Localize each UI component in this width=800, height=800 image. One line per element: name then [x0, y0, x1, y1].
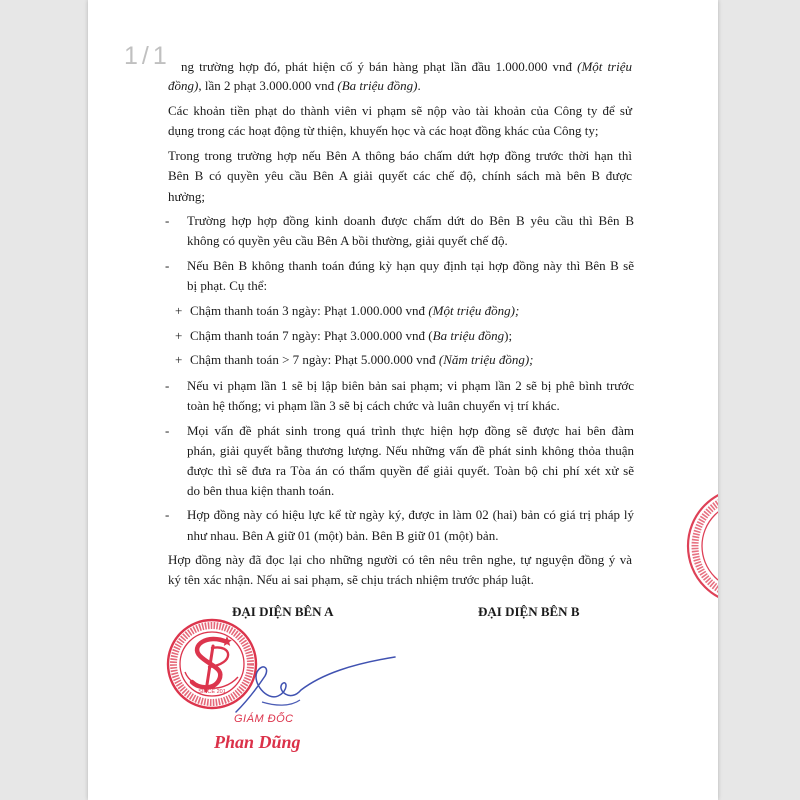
text-line — [168, 77, 632, 95]
list-item-line: do bên thua kiện thanh toán. — [187, 483, 335, 498]
text-line: dụng trong các hoạt động từ thiện, khuyến học và các hoạt đồng khác của Công ty; — [168, 123, 599, 138]
text-line: Bên B có quyền yêu cầu Bên A giải quyết các chế độ, chính sách mà bên B được — [168, 168, 632, 183]
list-marker: - — [165, 507, 170, 522]
list-item-line: Hợp đồng này có hiệu lực kể từ ngày ký, được in làm 02 (hai) bản có giá trị pháp lý — [187, 507, 634, 522]
name-stamp-name: Phan Dũng — [214, 732, 301, 752]
seal-lettering: SINCE 201 — [198, 689, 226, 695]
sub-list-marker: + — [175, 328, 183, 343]
list-item-line: như nhau. Bên A giữ 01 (một) bản. Bên B giữ 01 (một) bản. — [187, 528, 499, 543]
text-line — [181, 58, 632, 76]
text-segment: Chậm thanh toán > 7 ngày: Phạt 5.000.000 vnđ — [190, 352, 439, 367]
text-segment-italic: (Năm triệu đồng); — [438, 352, 534, 367]
text-segment-italic: (Một triệu — [577, 59, 632, 74]
sub-list-item — [190, 351, 630, 369]
text-line: Các khoản tiền phạt do thành viên vi phạm sẽ nộp vào tài khoản của Công ty để sử — [168, 103, 632, 118]
text-segment-italic: (Một triệu đồng); — [428, 303, 520, 318]
sub-list-item — [190, 327, 630, 345]
text-segment: Chậm thanh toán 3 ngày: Phạt 1.000.000 vnđ — [190, 303, 429, 318]
sub-list-marker: + — [175, 303, 183, 318]
sub-list-item — [190, 302, 630, 320]
text-segment: , lần 2 phạt 3.000.000 vnđ — [198, 78, 338, 93]
list-item-line: không có quyền yêu cầu Bên A bồi thường, giải quyết chế độ. — [187, 233, 508, 248]
list-marker: - — [165, 423, 170, 438]
text-line: ký tên xác nhận. Nếu ai sai phạm, sẽ chịu trách nhiệm trước pháp luật. — [168, 572, 534, 587]
list-item-line: được thì sẽ đưa ra Tòa án có thẩm quyền để giải quyết. Toàn bộ chi phí xét xử sẽ — [187, 463, 634, 478]
page-counter: 1/1 — [124, 42, 171, 70]
text-line: Hợp đồng này đã đọc lại cho những người có tên nêu trên nghe, tự nguyện đồng ý và — [168, 552, 632, 567]
text-line: Trong trong trường hợp nếu Bên A thông báo chấm dứt hợp đồng trước thời hạn thì — [168, 148, 632, 163]
signature-heading-party-a: ĐẠI DIỆN BÊN A — [232, 604, 334, 619]
signature-heading-party-b: ĐẠI DIỆN BÊN B — [478, 604, 580, 619]
text-segment-italic: (Ba triệu đồng) — [337, 78, 418, 93]
text-segment-italic: Ba triệu đồng — [432, 328, 505, 343]
text-line: hưởng; — [168, 189, 206, 204]
list-marker: - — [165, 258, 170, 273]
text-segment: Chậm thanh toán 7 ngày: Phạt 3.000.000 vnđ ( — [190, 328, 433, 343]
list-item-line: Nếu vi phạm lần 1 sẽ bị lập biên bản sai phạm; vi phạm lần 2 sẽ bị phê bình trước — [187, 378, 634, 393]
text-segment: . — [417, 78, 421, 93]
list-item-line: bị phạt. Cụ thể: — [187, 278, 268, 293]
list-item-line: toàn hệ thống; vi phạm lần 3 sẽ bị cách chức và luân chuyển vị trí khác. — [187, 398, 560, 413]
sub-list-marker: + — [175, 352, 183, 367]
text-segment-italic: đồng) — [168, 78, 199, 93]
list-marker: - — [165, 378, 170, 393]
list-item-line: Trường hợp hợp đồng kinh doanh được chấm dứt do Bên B yêu cầu thì Bên B — [187, 213, 634, 228]
name-stamp-title: GIÁM ĐỐC — [234, 713, 294, 725]
list-item-line: Nếu Bên B không thanh toán đúng kỳ hạn quy định tại hợp đồng này thì Bên B sẽ — [187, 258, 634, 273]
list-marker: - — [165, 213, 170, 228]
text-segment: ng trường hợp đó, phát hiện cố ý bán hàng phạt lần đầu 1.000.000 vnđ — [181, 59, 578, 74]
list-item-line: Mọi vấn đề phát sinh trong quá trình thực hiện hợp đồng sẽ được hai bên đàm — [187, 423, 634, 438]
list-item-line: phán, giải quyết bằng thương lượng. Nếu những vấn đề phát sinh không thỏa thuận — [187, 443, 634, 458]
text-segment: ); — [504, 328, 513, 343]
